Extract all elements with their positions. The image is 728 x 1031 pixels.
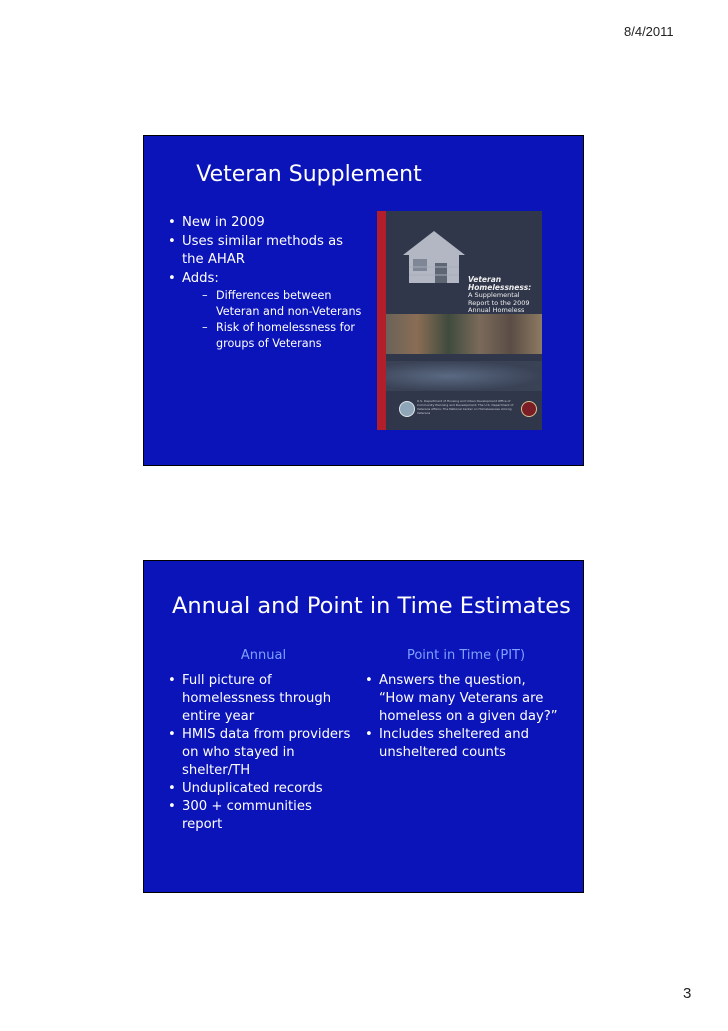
page-date: 8/4/2011: [624, 24, 674, 39]
cover-title-main: Veteran Homelessness:: [468, 275, 532, 292]
bullet-item: [166, 270, 366, 352]
report-cover-image: [377, 211, 542, 430]
bullet-item: • Uses similar methods as the AHAR: [166, 233, 366, 269]
cover-spine: [377, 211, 386, 430]
bullet-text: Adds:: [182, 271, 219, 286]
page-number: 3: [683, 985, 692, 1002]
sub-bullet-item: – Differences between Veteran and non-Veterans: [200, 288, 366, 320]
cover-hands-photo: [386, 361, 542, 391]
bullet-item: • Unduplicated records: [166, 780, 351, 798]
house-icon: [399, 227, 469, 287]
slide-annual-pit-estimates: [143, 560, 584, 893]
bullet-list: [166, 214, 366, 353]
bullet-item: • Answers the question, “How many Veterans are homeless on a given day?”: [363, 672, 563, 726]
column-heading-pit: Point in Time (PIT): [406, 648, 526, 663]
annual-bullet-list: [166, 672, 351, 834]
cover-photo-strip: [386, 314, 542, 354]
bullet-item: • Full picture of homelessness through entire year: [166, 672, 351, 726]
cover-subtitle: A Supplemental Report to the 2009 Annual Homeless: [468, 291, 530, 314]
sub-bullet-item: – Risk of homelessness for groups of Veterans: [200, 320, 366, 352]
bullet-item: • Includes sheltered and unsheltered counts: [363, 726, 563, 762]
va-seal-icon: [521, 401, 537, 417]
bullet-item: • HMIS data from providers on who stayed in shelter/TH: [166, 726, 351, 780]
column-heading-annual: Annual: [240, 648, 287, 663]
cover-fine-print: U.S. Department of Housing and Urban Development Office of Community Planning and Development; The U.S. Department of Veterans Affairs; The National Center on Homelessness Among Veterans: [417, 399, 514, 415]
slide-title: Veteran Supplement: [196, 162, 422, 187]
slide-veteran-supplement: [143, 135, 584, 466]
slide-title: Annual and Point in Time Estimates: [172, 593, 571, 619]
hud-seal-icon: [399, 401, 415, 417]
sub-bullet-list: [182, 288, 366, 352]
bullet-item: • New in 2009: [166, 214, 366, 232]
bullet-item: • 300 + communities report: [166, 798, 351, 834]
pit-bullet-list: [363, 672, 563, 762]
